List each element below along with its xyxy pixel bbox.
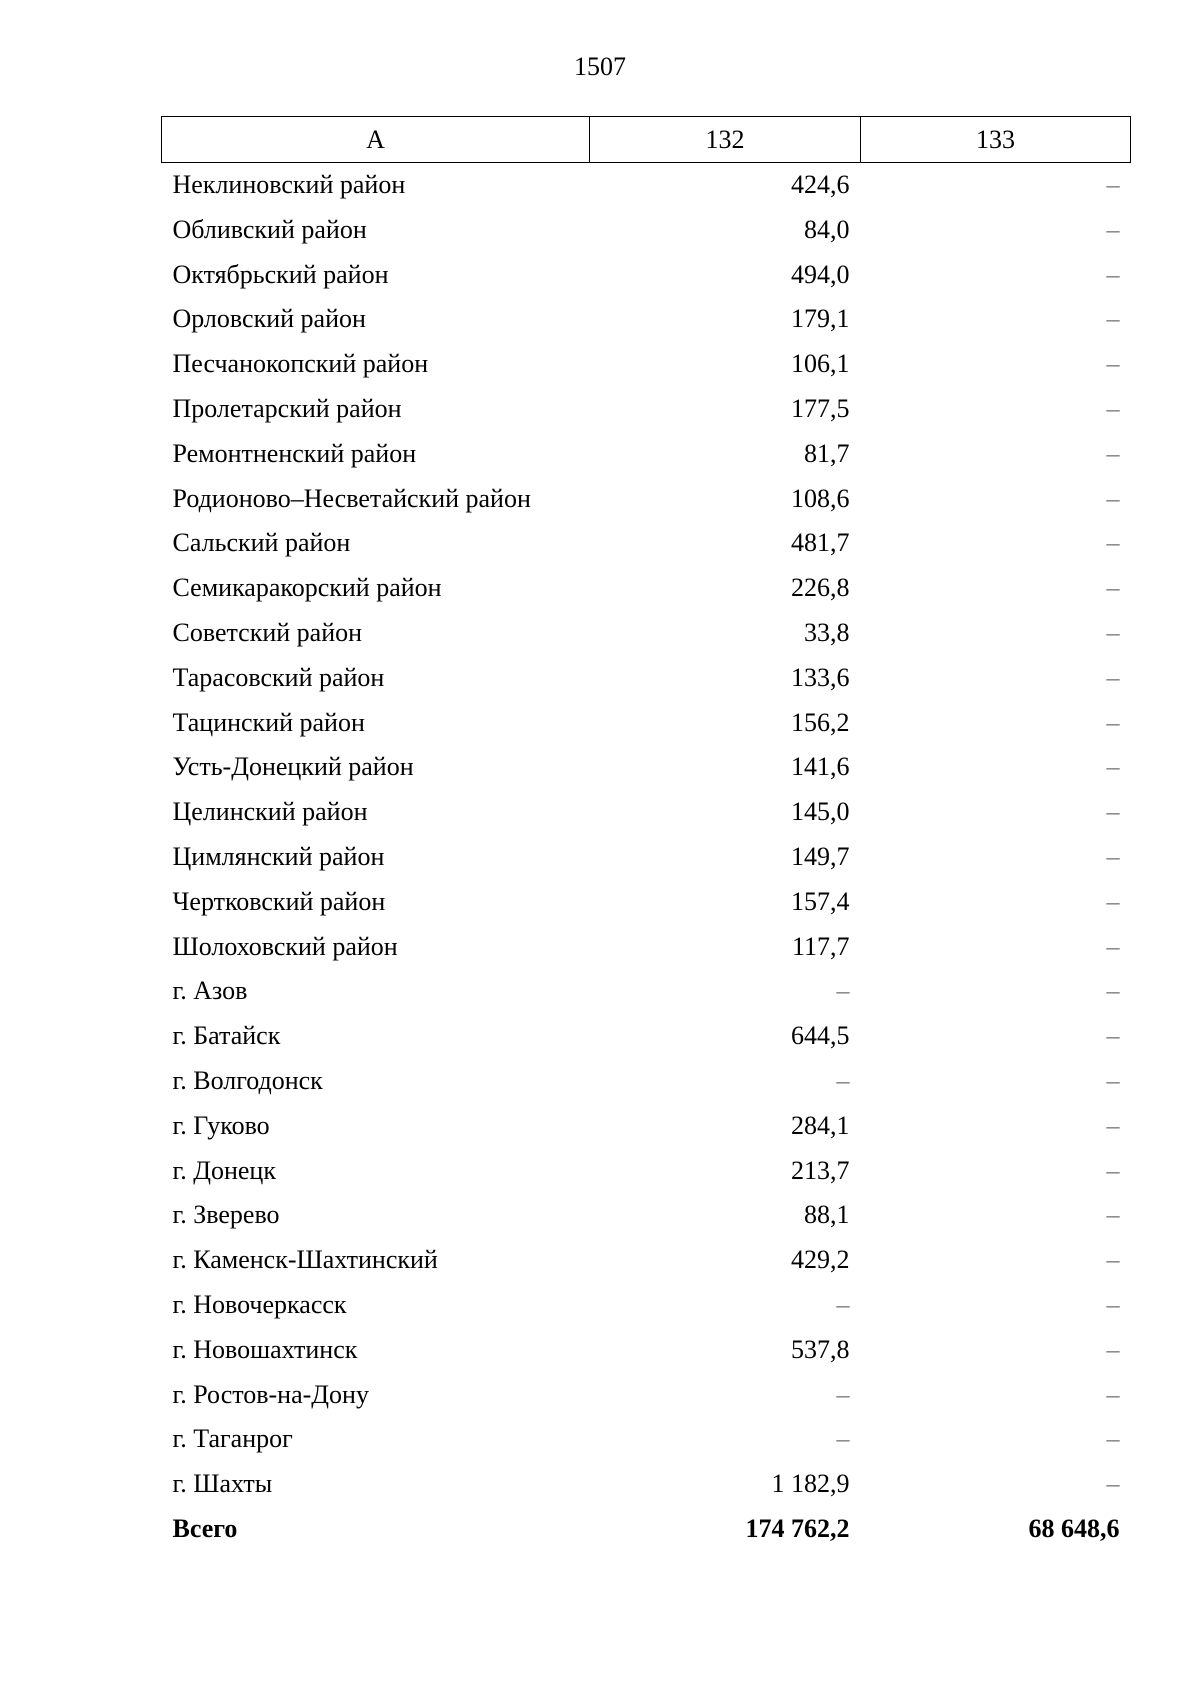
row-value-132: – xyxy=(836,1379,850,1409)
header-column-a: А xyxy=(162,117,590,163)
row-value-132: 179,1 xyxy=(791,304,850,334)
row-value-133: – xyxy=(1106,1245,1120,1275)
row-value-133: – xyxy=(1106,797,1120,827)
row-value-133: – xyxy=(1106,573,1120,603)
table-row xyxy=(162,1417,1131,1462)
row-name: Орловский район xyxy=(172,304,366,334)
table-row xyxy=(162,835,1131,880)
row-value-132: – xyxy=(836,976,850,1006)
row-value-132: 226,8 xyxy=(791,573,850,603)
row-value-133: – xyxy=(1106,1110,1120,1140)
row-value-132: 141,6 xyxy=(791,752,850,782)
row-name: Песчанокопский район xyxy=(172,349,429,379)
row-name: Сальский район xyxy=(172,528,351,558)
row-value-132: – xyxy=(836,1289,850,1319)
row-name: Октябрьский район xyxy=(172,259,389,289)
table-row xyxy=(162,880,1131,925)
row-name: г. Каменск-Шахтинский xyxy=(172,1245,438,1275)
table-body xyxy=(162,163,1131,1552)
total-value-132: 174 762,2 xyxy=(745,1513,850,1543)
row-value-132: 117,7 xyxy=(791,931,850,961)
table-row xyxy=(162,521,1131,566)
row-value-132: 156,2 xyxy=(791,707,850,737)
total-label: Всего xyxy=(172,1513,238,1543)
row-value-132: – xyxy=(836,1065,850,1095)
row-value-133: – xyxy=(1106,1289,1120,1319)
row-value-133: – xyxy=(1106,752,1120,782)
total-row xyxy=(162,1507,1131,1552)
row-value-133: – xyxy=(1106,1424,1120,1454)
row-value-133: – xyxy=(1106,259,1120,289)
row-value-133: – xyxy=(1106,662,1120,692)
row-name: Целинский район xyxy=(172,797,368,827)
table-row xyxy=(162,163,1131,208)
row-name: Советский район xyxy=(172,617,363,647)
row-name: Родионово–Несветайский район xyxy=(172,483,531,513)
row-value-133: – xyxy=(1106,1155,1120,1185)
row-name: Шолоховский район xyxy=(172,931,398,961)
table-row xyxy=(162,208,1131,253)
row-value-132: 84,0 xyxy=(804,214,850,244)
row-name: г. Шахты xyxy=(172,1469,273,1499)
table-row xyxy=(162,387,1131,432)
row-value-132: 537,8 xyxy=(791,1334,850,1364)
table-row xyxy=(162,566,1131,611)
row-value-132: 177,5 xyxy=(791,393,850,423)
row-value-133: – xyxy=(1106,170,1120,199)
table-row xyxy=(162,1193,1131,1238)
row-name: г. Азов xyxy=(172,976,248,1006)
table-row xyxy=(162,253,1131,298)
table-row xyxy=(162,1014,1131,1059)
page-number: 1507 xyxy=(574,52,626,81)
row-value-133: – xyxy=(1106,617,1120,647)
row-value-133: – xyxy=(1106,841,1120,871)
row-value-132: 1 182,9 xyxy=(771,1469,850,1499)
table-row xyxy=(162,790,1131,835)
row-name: Неклиновский район xyxy=(172,170,406,199)
row-value-132: 145,0 xyxy=(791,797,850,827)
table-row xyxy=(162,1373,1131,1418)
row-name: г. Ростов-на-Дону xyxy=(172,1379,369,1409)
row-value-132: 644,5 xyxy=(791,1021,850,1051)
row-value-132: 106,1 xyxy=(791,349,850,379)
row-value-133: – xyxy=(1106,976,1120,1006)
row-value-133: – xyxy=(1106,214,1120,244)
row-name: Тацинский район xyxy=(172,707,365,737)
data-table xyxy=(161,116,1131,1552)
header-column-132: 132 xyxy=(590,117,861,163)
row-value-133: – xyxy=(1106,1200,1120,1230)
row-value-133: – xyxy=(1106,438,1120,468)
table-row xyxy=(162,745,1131,790)
row-name: г. Зверево xyxy=(172,1200,280,1230)
row-name: Семикаракорский район xyxy=(172,573,442,603)
table-row xyxy=(162,477,1131,522)
row-name: Обливский район xyxy=(172,214,367,244)
row-value-133: – xyxy=(1106,1021,1120,1051)
row-name: Пролетарский район xyxy=(172,393,402,423)
table-row xyxy=(162,611,1131,656)
row-value-132: 133,6 xyxy=(791,662,850,692)
row-value-133: – xyxy=(1106,886,1120,916)
row-value-132: 108,6 xyxy=(791,483,850,513)
row-name: г. Донецк xyxy=(172,1155,276,1185)
row-name: г. Новошахтинск xyxy=(172,1334,358,1364)
table-row xyxy=(162,297,1131,342)
row-value-132: 157,4 xyxy=(791,886,850,916)
row-value-133: – xyxy=(1106,304,1120,334)
row-name: Цимлянский район xyxy=(172,841,385,871)
row-value-132: 88,1 xyxy=(804,1200,850,1230)
row-value-133: – xyxy=(1106,707,1120,737)
row-name: г. Волгодонск xyxy=(172,1065,323,1095)
header-column-133: 133 xyxy=(861,117,1131,163)
table-row xyxy=(162,1283,1131,1328)
row-value-132: 494,0 xyxy=(791,259,850,289)
table-row xyxy=(162,656,1131,701)
row-value-133: – xyxy=(1106,349,1120,379)
row-value-133: – xyxy=(1106,1379,1120,1409)
table-row xyxy=(162,1059,1131,1104)
row-name: г. Таганрог xyxy=(172,1424,293,1454)
row-name: г. Новочеркасск xyxy=(172,1289,347,1319)
row-value-133: – xyxy=(1106,931,1120,961)
table-row xyxy=(162,1462,1131,1507)
row-value-132: 149,7 xyxy=(791,841,850,871)
row-name: Ремонтненский район xyxy=(172,438,417,468)
row-value-133: – xyxy=(1106,483,1120,513)
row-value-133: – xyxy=(1106,393,1120,423)
row-name: Чертковский район xyxy=(172,886,386,916)
row-value-132: 213,7 xyxy=(791,1155,850,1185)
row-value-133: – xyxy=(1106,1334,1120,1364)
table-row xyxy=(162,1328,1131,1373)
table-row xyxy=(162,701,1131,746)
table-row xyxy=(162,1149,1131,1194)
row-value-132: 429,2 xyxy=(791,1245,850,1275)
row-value-133: – xyxy=(1106,1469,1120,1499)
row-value-132: 481,7 xyxy=(791,528,850,558)
total-value-133: 68 648,6 xyxy=(1028,1513,1120,1543)
table-header-row xyxy=(162,117,1131,163)
table-row xyxy=(162,1104,1131,1149)
row-name: г. Гуково xyxy=(172,1110,270,1140)
row-value-133: – xyxy=(1106,528,1120,558)
table-row xyxy=(162,1238,1131,1283)
row-value-133: – xyxy=(1106,1065,1120,1095)
row-value-132: 424,6 xyxy=(791,170,850,199)
row-name: Тарасовский район xyxy=(172,662,385,692)
row-value-132: 81,7 xyxy=(804,438,850,468)
table-row xyxy=(162,432,1131,477)
table-row xyxy=(162,342,1131,387)
table-row xyxy=(162,969,1131,1014)
row-value-132: 284,1 xyxy=(791,1110,850,1140)
row-value-132: 33,8 xyxy=(804,617,850,647)
row-name: г. Батайск xyxy=(172,1021,281,1051)
row-name: Усть-Донецкий район xyxy=(172,752,414,782)
row-value-132: – xyxy=(836,1424,850,1454)
table-row xyxy=(162,925,1131,970)
